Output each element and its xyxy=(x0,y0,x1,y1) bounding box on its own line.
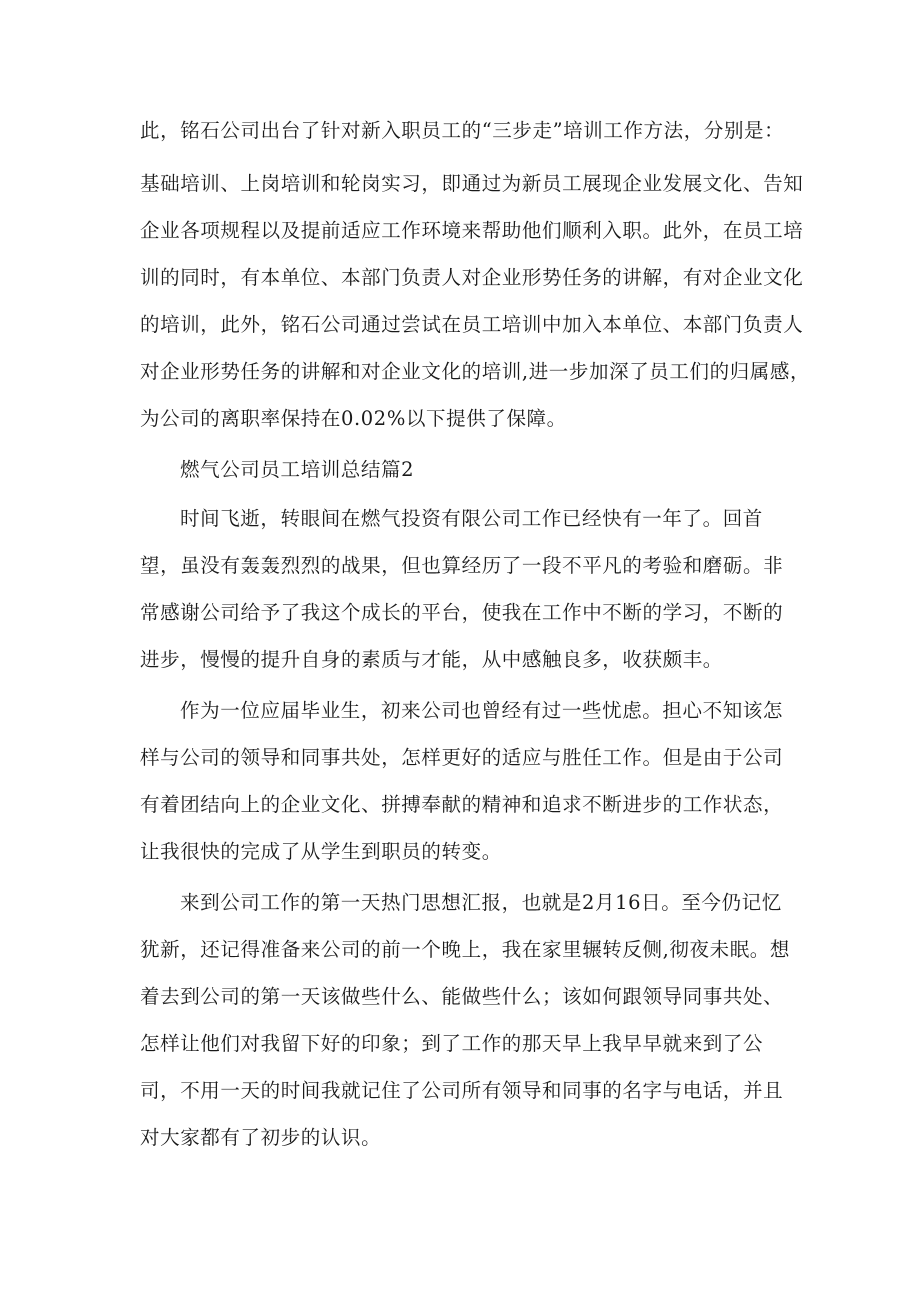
paragraph-3-line-4: 让我很快的完成了从学生到职员的转变。 xyxy=(140,840,502,863)
section-heading: 燃气公司员工培训总结篇2 xyxy=(180,458,415,481)
paragraph-3-line-3: 有着团结向上的企业文化、拼搏奉献的精神和追求不断进步的工作状态， xyxy=(140,793,784,816)
paragraph-2-line-3: 常感谢公司给予了我这个成长的平台，使我在工作中不断的学习，不断的 xyxy=(140,601,784,624)
paragraph-1-line-3: 企业各项规程以及提前适应工作环境来帮助他们顺利入职。此外，在员工培 xyxy=(140,219,804,242)
paragraph-4-line-2: 犹新，还记得准备来公司的前一个晚上，我在家里辗转反侧,彻夜未眠。想 xyxy=(140,938,790,961)
paragraph-4-line-3: 着去到公司的第一天该做些什么、能做些什么；该如何跟领导同事共处、 xyxy=(140,985,784,1008)
paragraph-2-line-4: 进步，慢慢的提升自身的素质与才能，从中感触良多，收获颇丰。 xyxy=(140,648,723,671)
paragraph-1-line-1: 此，铭石公司出台了针对新入职员工的“三步走”培训工作方法，分别是： xyxy=(140,119,785,142)
paragraph-3-line-2: 样与公司的领导和同事共处，怎样更好的适应与胜任工作。但是由于公司 xyxy=(140,746,784,769)
paragraph-4-line-1: 来到公司工作的第一天热门思想汇报，也就是2月16日。至今仍记忆 xyxy=(180,891,782,914)
paragraph-1-line-4: 训的同时，有本单位、本部门负责人对企业形势任务的讲解，有对企业文化 xyxy=(140,266,804,289)
paragraph-1-line-7: 为公司的离职率保持在0.02%以下提供了保障。 xyxy=(140,407,567,430)
paragraph-3-line-1: 作为一位应届毕业生，初来公司也曾经有过一些忧虑。担心不知该怎 xyxy=(180,699,784,722)
paragraph-1-line-2: 基础培训、上岗培训和轮岗实习，即通过为新员工展现企业发展文化、告知 xyxy=(140,172,804,195)
paragraph-2-line-2: 望，虽没有轰轰烈烈的战果，但也算经历了一段不平凡的考验和磨砺。非 xyxy=(140,554,784,577)
paragraph-2-line-1: 时间飞逝，转眼间在燃气投资有限公司工作已经快有一年了。回首 xyxy=(180,507,763,530)
paragraph-4-line-6: 对大家都有了初步的认识。 xyxy=(140,1126,382,1149)
paragraph-4-line-5: 司，不用一天的时间我就记住了公司所有领导和同事的名字与电话，并且 xyxy=(140,1079,784,1102)
paragraph-1-line-6: 对企业形势任务的讲解和对企业文化的培训,进一步加深了员工们的归属感， xyxy=(140,360,811,383)
paragraph-1-line-5: 的培训，此外，铭石公司通过尝试在员工培训中加入本单位、本部门负责人 xyxy=(140,313,804,336)
paragraph-4-line-4: 怎样让他们对我留下好的印象；到了工作的那天早上我早早就来到了公 xyxy=(140,1032,764,1055)
